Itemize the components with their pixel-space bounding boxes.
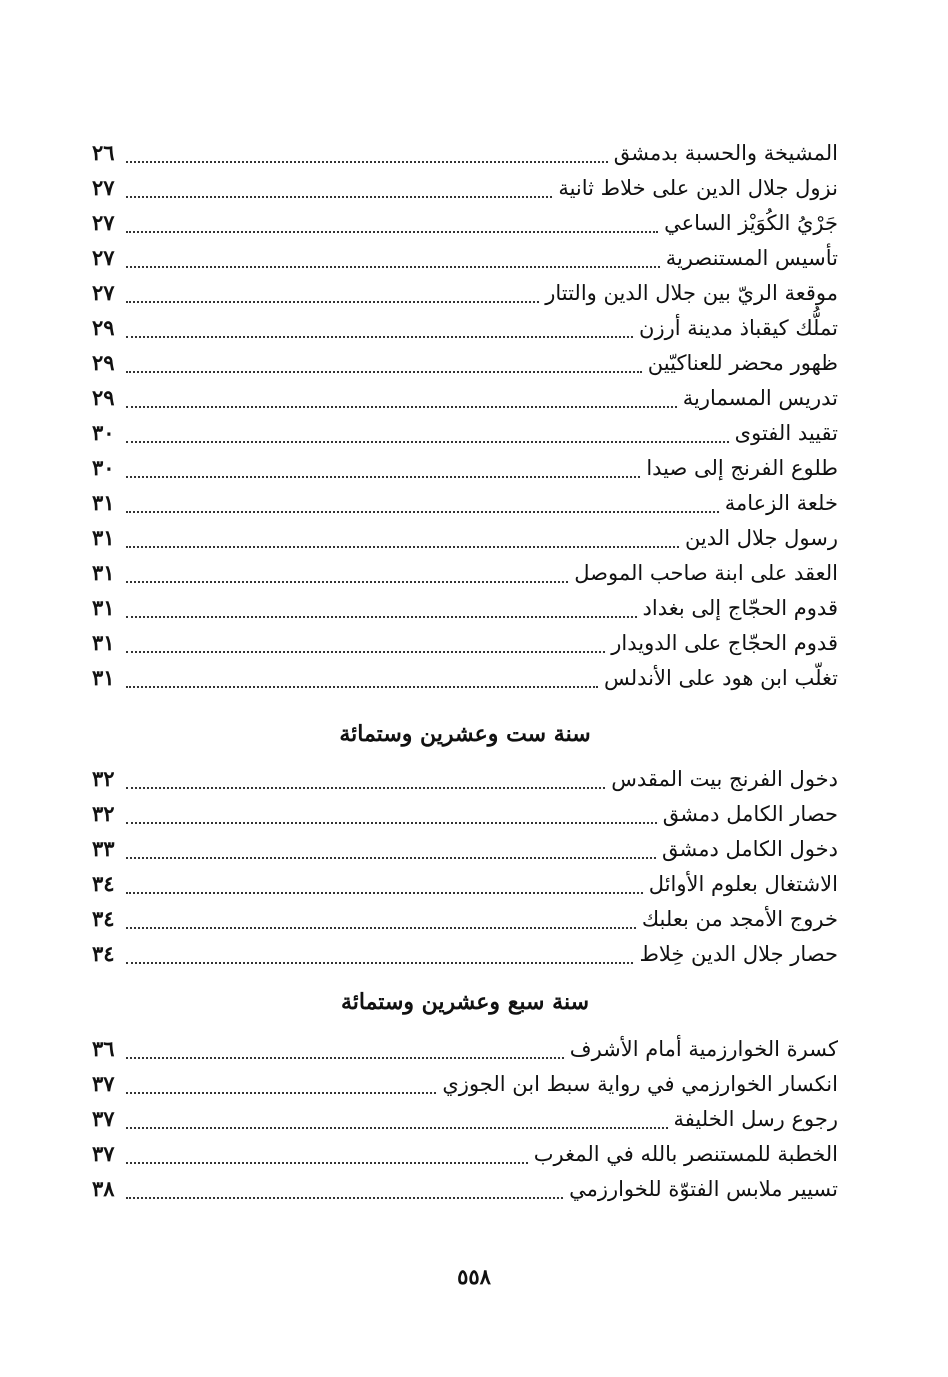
entry-title: موقعة الريّ بين جلال الدين والتتار	[545, 281, 838, 305]
page-number: ٥٥٨	[457, 1264, 491, 1289]
entry-title: نزول جلال الدين على خلاط ثانية	[558, 176, 838, 200]
entry-title: طلوع الفرنج إلى صيدا	[646, 456, 838, 480]
toc-entry	[92, 450, 838, 485]
dot-leader	[126, 927, 636, 929]
toc-entry	[92, 380, 838, 415]
toc-entry	[92, 796, 838, 831]
entry-page: ٣١	[92, 490, 115, 515]
dot-leader	[126, 892, 643, 894]
dot-leader	[126, 1162, 528, 1164]
dot-leader	[126, 441, 729, 443]
dot-leader	[126, 371, 642, 373]
entry-title: تملُّك كيقباذ مدينة أرزن	[639, 316, 838, 340]
entry-page: ٣١	[92, 525, 115, 550]
toc-entry	[92, 310, 838, 345]
entry-title: تغلّب ابن هود على الأندلس	[603, 666, 838, 690]
entry-page: ٣١	[92, 665, 115, 690]
entry-title: العقد على ابنة صاحب الموصل	[574, 561, 838, 585]
toc-entry	[92, 1101, 838, 1136]
toc-entry	[92, 831, 838, 866]
entry-page: ٢٧	[92, 245, 115, 270]
toc-entry	[92, 1031, 838, 1066]
entry-title: رسول جلال الدين	[684, 526, 838, 550]
entry-page: ٢٧	[92, 210, 115, 235]
toc-entry	[92, 555, 838, 590]
toc-entry	[92, 1136, 838, 1171]
dot-leader	[126, 1057, 564, 1059]
dot-leader	[126, 546, 679, 548]
toc-entry	[92, 485, 838, 520]
dot-leader	[126, 1127, 668, 1129]
entry-page: ٢٧	[92, 175, 115, 200]
toc-section-3	[92, 1031, 838, 1206]
toc-entry	[92, 936, 838, 971]
entry-page: ٣٦	[92, 1036, 115, 1061]
entry-page: ٣٨	[92, 1176, 115, 1201]
dot-leader	[126, 266, 660, 268]
toc-entry	[92, 205, 838, 240]
toc-entry	[92, 866, 838, 901]
toc-entry	[92, 761, 838, 796]
entry-title: حصار جلال الدين خِلاط	[639, 942, 838, 966]
entry-page: ٣٣	[92, 836, 115, 861]
dot-leader	[126, 511, 719, 513]
dot-leader	[126, 581, 568, 583]
toc-entry	[92, 520, 838, 555]
entry-title: جَرْيُ الكُوَيْز الساعي	[664, 211, 838, 235]
entry-page: ٢٩	[92, 350, 115, 375]
dot-leader	[126, 651, 605, 653]
entry-title: تسيير ملابس الفتوّة للخوارزمي	[569, 1177, 838, 1201]
entry-title: رجوع رسل الخليفة	[673, 1107, 838, 1131]
entry-title: دخول الكامل دمشق	[661, 837, 838, 861]
entry-page: ٢٦	[92, 140, 115, 165]
entry-title: تدريس المسمارية	[682, 386, 838, 410]
dot-leader	[126, 616, 637, 618]
entry-title: حصار الكامل دمشق	[662, 802, 838, 826]
toc-section-1	[92, 135, 838, 695]
dot-leader	[126, 1092, 436, 1094]
entry-page: ٣٠	[92, 420, 115, 445]
entry-page: ٣١	[92, 630, 115, 655]
entry-page: ٣٤	[92, 906, 115, 931]
toc-entry	[92, 901, 838, 936]
entry-page: ٣٧	[92, 1071, 115, 1096]
entry-title: دخول الفرنج بيت المقدس	[611, 767, 838, 791]
toc-entry	[92, 660, 838, 695]
toc-section-2	[92, 761, 838, 971]
dot-leader	[126, 1197, 563, 1199]
dot-leader	[126, 301, 539, 303]
dot-leader	[126, 857, 656, 859]
toc-entry	[92, 625, 838, 660]
entry-page: ٣٠	[92, 455, 115, 480]
section-heading: سنة سبع وعشرين وستمائة	[340, 989, 590, 1015]
entry-title: تأسيس المستنصرية	[665, 246, 838, 270]
entry-title: قدوم الحجّاج على الدويدار	[611, 631, 838, 655]
toc-entry	[92, 275, 838, 310]
entry-page: ٣٧	[92, 1141, 115, 1166]
entry-page: ٣٤	[92, 941, 115, 966]
dot-leader	[126, 406, 677, 408]
toc-entry	[92, 240, 838, 275]
entry-title: المشيخة والحسبة بدمشق	[613, 141, 838, 165]
entry-page: ٣٢	[92, 766, 115, 791]
entry-title: كسرة الخوارزمية أمام الأشرف	[569, 1037, 838, 1061]
dot-leader	[126, 196, 552, 198]
entry-title: انكسار الخوارزمي في رواية سبط ابن الجوزي	[442, 1072, 838, 1096]
entry-title: ظهور محضر للعناكيّين	[647, 351, 838, 375]
toc-entry	[92, 590, 838, 625]
dot-leader	[126, 161, 608, 163]
entry-title: الاشتغال بعلوم الأوائل	[648, 872, 838, 896]
entry-title: خلعة الزعامة	[724, 491, 838, 515]
toc-entry	[92, 1171, 838, 1206]
dot-leader	[126, 231, 658, 233]
entry-page: ٢٩	[92, 315, 115, 340]
section-heading: سنة ست وعشرين وستمائة	[339, 721, 591, 747]
dot-leader	[126, 822, 657, 824]
toc-entry	[92, 135, 838, 170]
dot-leader	[126, 686, 598, 688]
entry-page: ٣٤	[92, 871, 115, 896]
entry-title: قدوم الحجّاج إلى بغداد	[642, 596, 838, 620]
dot-leader	[126, 962, 633, 964]
dot-leader	[126, 787, 605, 789]
toc-entry	[92, 345, 838, 380]
entry-title: تقييد الفتوى	[734, 421, 838, 445]
entry-title: خروج الأمجد من بعلبك	[641, 907, 838, 931]
entry-page: ٣٧	[92, 1106, 115, 1131]
toc-entry	[92, 1066, 838, 1101]
dot-leader	[126, 476, 640, 478]
entry-title: الخطبة للمستنصر بالله في المغرب	[533, 1142, 838, 1166]
entry-page: ٣١	[92, 595, 115, 620]
toc-entry	[92, 415, 838, 450]
entry-page: ٣١	[92, 560, 115, 585]
entry-page: ٢٧	[92, 280, 115, 305]
entry-page: ٢٩	[92, 385, 115, 410]
dot-leader	[126, 336, 633, 338]
entry-page: ٣٢	[92, 801, 115, 826]
toc-entry	[92, 170, 838, 205]
